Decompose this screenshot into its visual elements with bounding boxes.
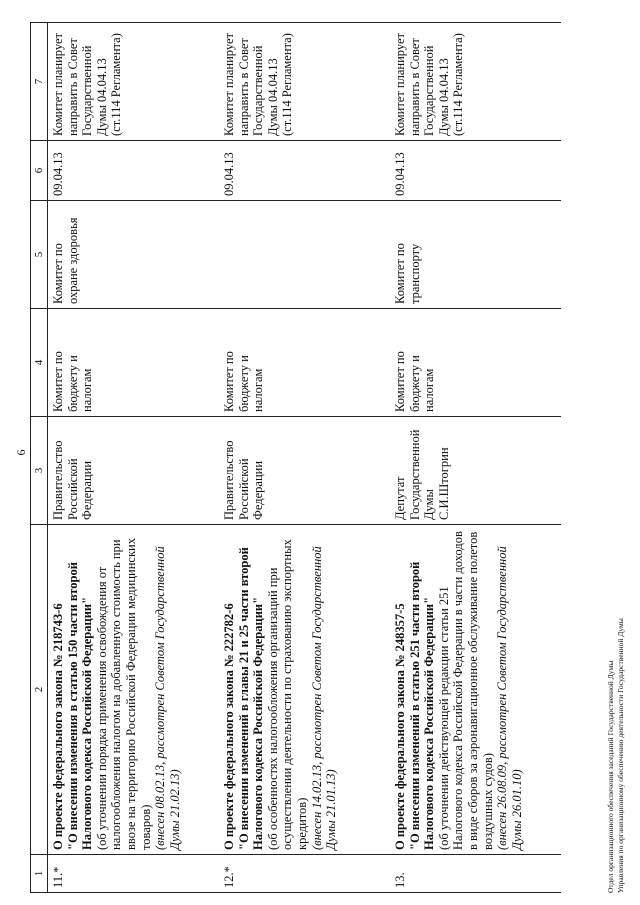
table-header-row	[31, 23, 48, 893]
column-header: 4	[31, 309, 48, 417]
column-header: 7	[31, 23, 48, 141]
table-row	[390, 23, 561, 893]
committee-plan: Комитет планирует направить в Совет Государственной Думы 04.04.13 (ст.114 Регламента)	[219, 23, 390, 141]
bill-description	[219, 525, 390, 855]
bill-title: О проекте федерального закона № 248357-5	[393, 603, 407, 850]
bill-title: О проекте федерального закона № 222782-6	[222, 603, 236, 850]
bill-author: Депутат Государственной Думы С.И.Штогрин	[390, 417, 561, 525]
responsible-committee: Комитет по бюджету и налогам	[219, 309, 390, 417]
bill-submitted: (внесен 26.08.09, рассмотрен Советом Государственной Думы 26.01.10)	[495, 546, 524, 850]
bills-table	[30, 22, 561, 893]
bill-about: (об особенностях налогообложения организаций при осуществлении деятельности по страхованию экспортных кредитов)	[265, 539, 309, 850]
responsible-committee: Комитет по бюджету и налогам	[48, 309, 220, 417]
row-number: 12.*	[219, 855, 390, 893]
bill-description	[390, 525, 561, 855]
co-committee: Комитет по транспорту	[390, 201, 561, 309]
table-row	[219, 23, 390, 893]
co-committee: Комитет по охране здоровья	[48, 201, 220, 309]
review-date: 09.04.13	[219, 141, 390, 201]
column-header: 6	[31, 141, 48, 201]
bill-name: "О внесении изменения в статью 150 части второй Налогового кодекса Российской Федерации"	[65, 562, 95, 850]
bill-title: О проекте федерального закона № 218743-6	[51, 603, 65, 850]
review-date: 09.04.13	[48, 141, 220, 201]
footer-line: Управления по организационному обеспечению деятельности Государственной Думы	[616, 618, 625, 893]
bill-about: (об уточнении действующей редакции статьи 251 Налогового кодекса Российской Федерации в части доходов в виде сборов за аэронавигационное обслуживание полетов воздушных судов)	[436, 531, 495, 850]
table-row	[48, 23, 220, 893]
bill-author: Правительство Российской Федерации	[219, 417, 390, 525]
page-number: 6	[14, 449, 28, 456]
bill-name: "О внесении изменений в статью 251 части второй Налогового кодекса Российской Федерации"	[407, 561, 437, 850]
committee-plan: Комитет планирует направить в Совет Государственной Думы 04.04.13 (ст.114 Регламента)	[390, 23, 561, 141]
page-footer	[606, 618, 626, 893]
committee-plan: Комитет планирует направить в Совет Государственной Думы 04.04.13 (ст.114 Регламента)	[48, 23, 220, 141]
co-committee	[219, 201, 390, 309]
column-header: 5	[31, 201, 48, 309]
column-header: 3	[31, 417, 48, 525]
bill-submitted: (внесен 14.02.13, рассмотрен Советом Государственной Думы 21.01.13)	[309, 546, 339, 850]
column-header: 1	[31, 855, 48, 893]
bill-about: (об уточнении порядка применения освобождения от налогообложения налогом на добавленную стоимость при ввозе на территорию Российской Федерации медицинских товаров)	[94, 538, 153, 850]
footer-line: Отдел организационного обеспечения заседаний Государственной Думы	[606, 660, 615, 893]
responsible-committee: Комитет по бюджету и налогам	[390, 309, 561, 417]
bill-submitted: (внесен 08.02.13, рассмотрен Советом Государственной Думы 21.02.13)	[153, 546, 182, 850]
bill-description	[48, 525, 220, 855]
bill-name: "О внесении изменений в главы 21 и 25 части второй Налогового кодекса Российской Федерации"	[236, 547, 266, 850]
row-number: 13.	[390, 855, 561, 893]
row-number: 11.*	[48, 855, 220, 893]
review-date: 09.04.13	[390, 141, 561, 201]
column-header: 2	[31, 525, 48, 855]
bill-author: Правительство Российской Федерации	[48, 417, 220, 525]
